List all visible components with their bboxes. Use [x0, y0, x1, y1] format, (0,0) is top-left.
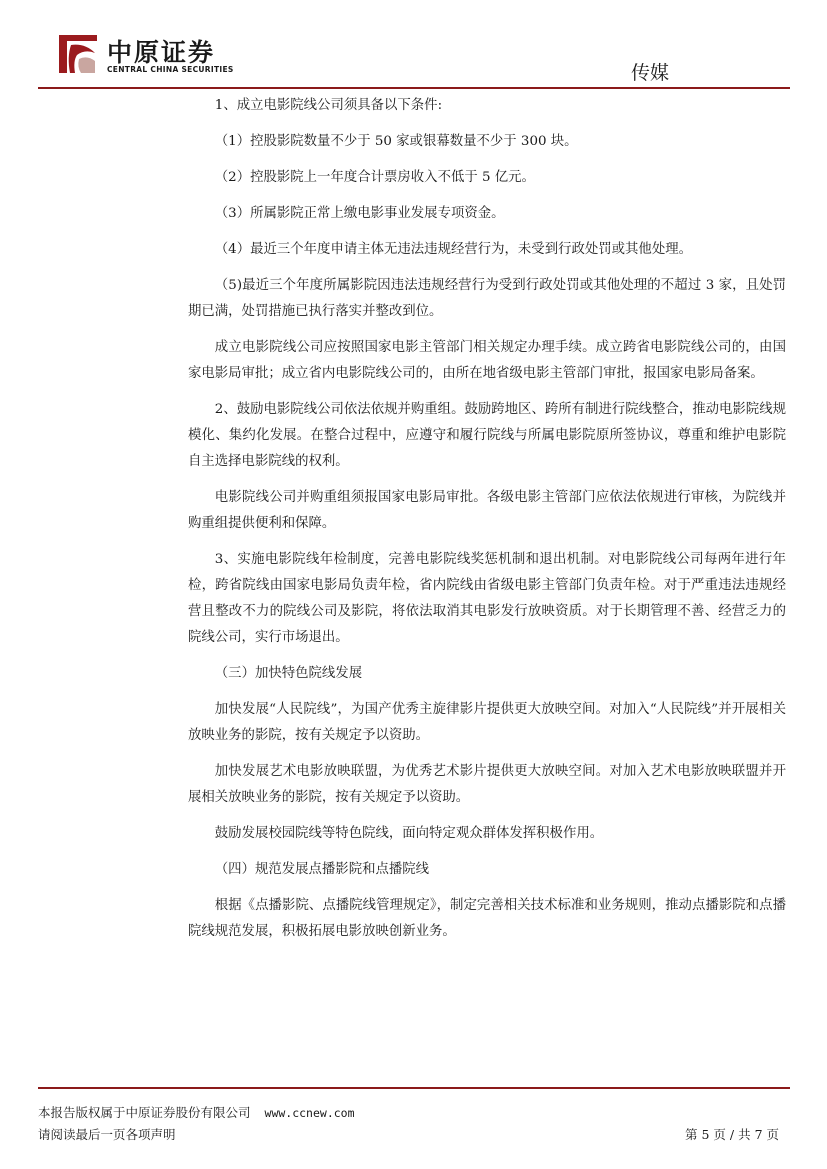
- footer-divider: [38, 1087, 790, 1089]
- logo-chinese-name: 中原证券: [107, 38, 216, 67]
- website-link[interactable]: www.ccnew.com: [264, 1106, 355, 1120]
- logo-english-name: CENTRAL CHINA SECURITIES: [107, 65, 234, 74]
- paragraph: （3）所属影院正常上缴电影事业发展专项资金。: [214, 206, 505, 221]
- paragraph: 根据《点播影院、点播院线管理规定》，制定完善相关技术标准和业务规则，推动点播影院和点播院线规范发展，积极拓展电影放映创新业务。: [188, 898, 786, 939]
- paragraph: 成立电影院线公司应按照国家电影主管部门相关规定办理手续。成立跨省电影院线公司的，由国家电影局审批；成立省内电影院线公司的，由所在地省级电影主管部门审批，报国家电影局备案。: [188, 340, 786, 381]
- logo-mark-icon: [55, 31, 101, 77]
- section-heading: （四）规范发展点播影院和点播院线: [214, 862, 430, 877]
- paragraph: 1、成立电影院线公司须具备以下条件:: [214, 98, 443, 113]
- page-number: 第 5 页 / 共 7 页: [685, 1127, 779, 1142]
- header-divider: [38, 87, 790, 89]
- paragraph: 3、实施电影院线年检制度，完善电影院线奖惩机制和退出机制。对电影院线公司每两年进行年检，跨省院线由国家电影局负责年检，省内院线由省级电影主管部门负责年检。对于严重违法违规经营且整改不力的院线公司及影院，将依法取消其电影发行放映资质。对于长期管理不善、经营乏力的院线公司，实行市场退出。: [188, 552, 786, 645]
- company-logo: [55, 31, 255, 79]
- paragraph: （2）控股影院上一年度合计票房收入不低于 5 亿元。: [214, 170, 535, 185]
- paragraph: （4）最近三个年度申请主体无违法违规经营行为，未受到行政处罚或其他处理。: [214, 242, 692, 257]
- page-header: [0, 0, 827, 92]
- footer-copyright-line: [38, 1103, 355, 1121]
- sector-label: 传媒: [630, 62, 669, 84]
- section-heading: （三）加快特色院线发展: [214, 666, 363, 681]
- paragraph: 加快发展“人民院线”，为国产优秀主旋律影片提供更大放映空间。对加入“人民院线”并开展相关放映业务的影院，按有关规定予以资助。: [188, 702, 786, 743]
- paragraph: 电影院线公司并购重组须报国家电影局审批。各级电影主管部门应依法依规进行审核，为院线并购重组提供便利和保障。: [188, 490, 786, 531]
- paragraph: 鼓励发展校园院线等特色院线，面向特定观众群体发挥积极作用。: [214, 826, 604, 841]
- paragraph: （1）控股影院数量不少于 50 家或银幕数量不少于 300 块。: [214, 134, 578, 149]
- paragraph: 2、鼓励电影院线公司依法依规并购重组。鼓励跨地区、跨所有制进行院线整合，推动电影院线规模化、集约化发展。在整合过程中，应遵守和履行院线与所属电影院原所签协议，尊重和维护电影院自主选择电影院线的权利。: [188, 402, 786, 469]
- copyright-text: 本报告版权属于中原证券股份有限公司: [38, 1105, 251, 1120]
- report-body: [188, 93, 786, 955]
- paragraph: （5)最近三个年度所属影院因违法违规经营行为受到行政处罚或其他处理的不超过 3 家，且处罚期已满，处罚措施已执行落实并整改到位。: [188, 278, 786, 319]
- paragraph: 加快发展艺术电影放映联盟，为优秀艺术影片提供更大放映空间。对加入艺术电影放映联盟并开展相关放映业务的影院，按有关规定予以资助。: [188, 764, 786, 805]
- disclaimer-text: 请阅读最后一页各项声明: [38, 1127, 176, 1142]
